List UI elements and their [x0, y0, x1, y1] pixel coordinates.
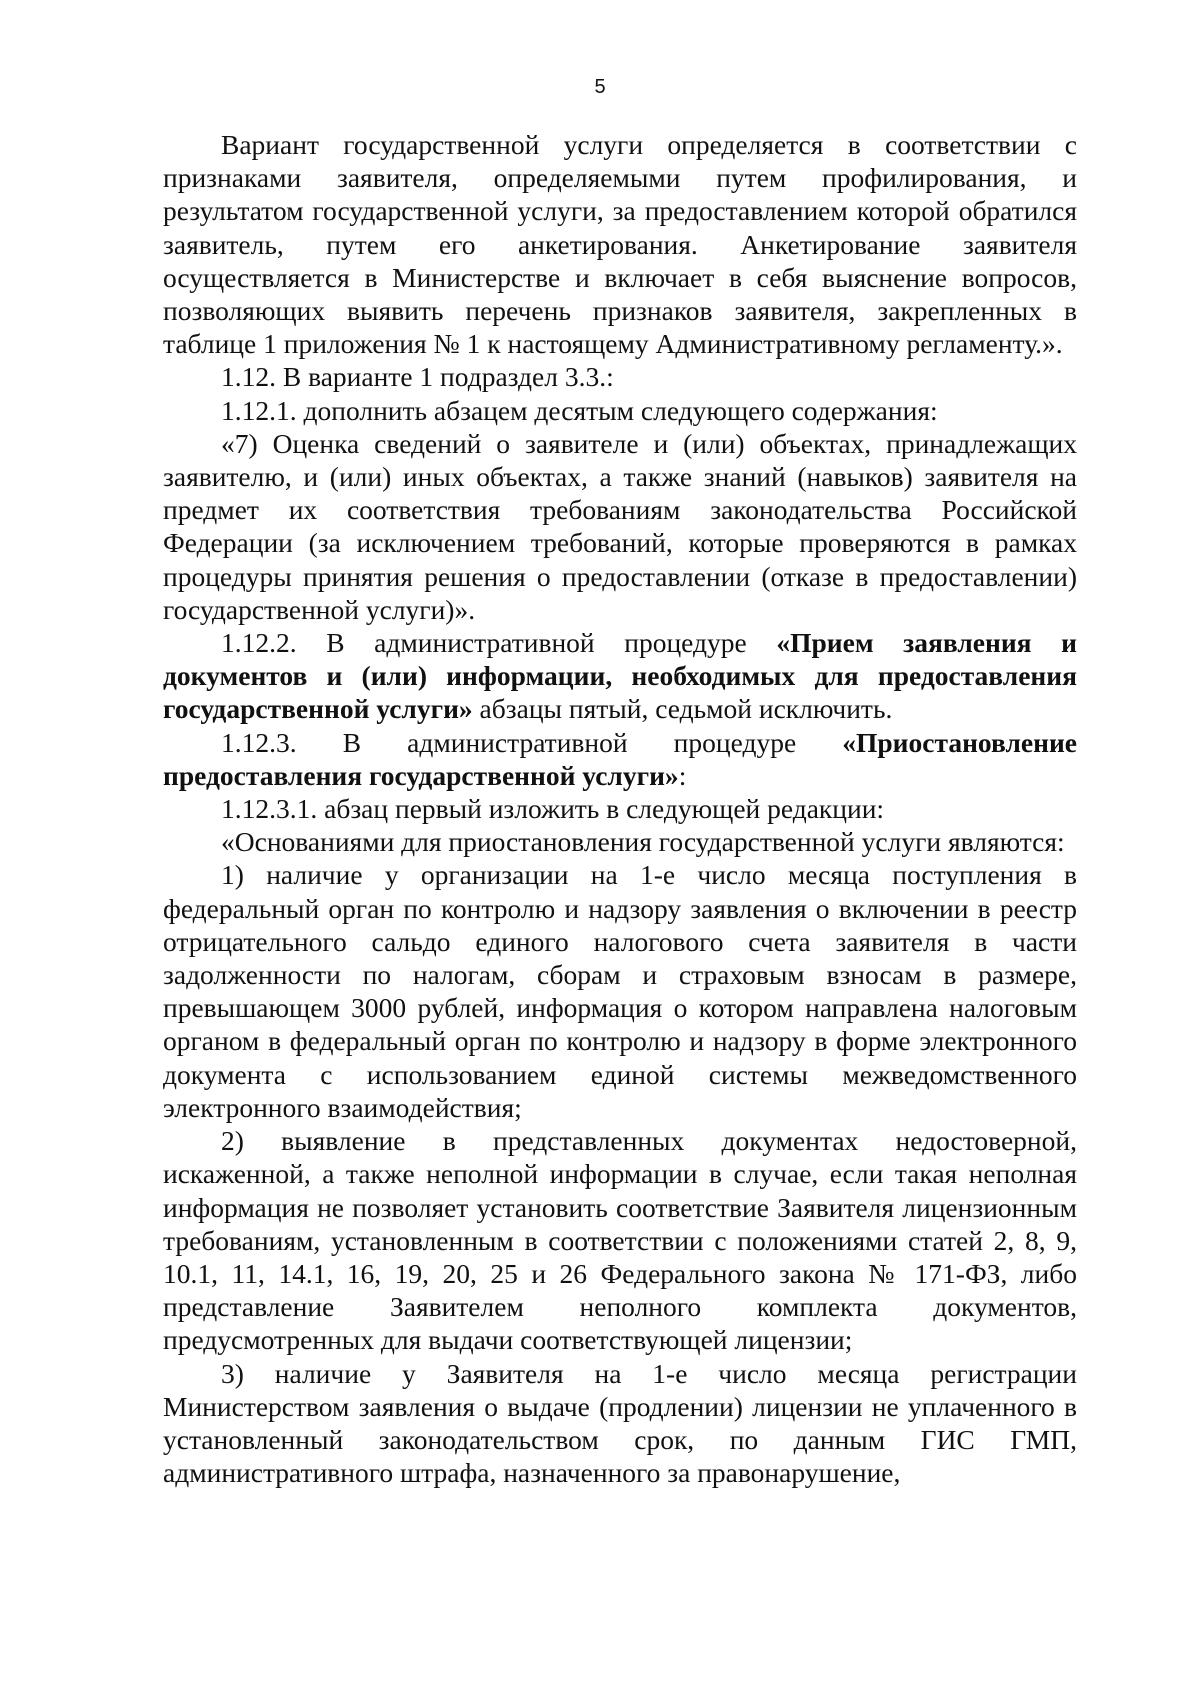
paragraph-item-7: «7) Оценка сведений о заявителе и (или) объектах, принадлежащих заявителю, и (или) иных объектах, а также знаний (навыков) заявителя на предмет их соответствия требованиям законодательства Российской Федерации (за исключением требований, которые проверяются в рамках процедуры принятия решения о предоставлении (отказе в предоставлении) государственной услуги)». [163, 427, 1077, 625]
paragraph-1-12-3-1: 1.12.3.1. абзац первый изложить в следующей редакции: [221, 793, 885, 825]
procedure-title-acceptance: «Прием заявления и документов и (или) информации, необходимых для предоставления государственной услуги» [163, 627, 1077, 725]
paragraph-item-2: 2) выявление в представленных документах недостоверной, искаженной, а также неполной информации в случае, если такая неполная информация не позволяет установить соответствие Заявителя лицензионным требованиям, установленным в соответствии с положениями статей 2, 8, 9, 10.1, 11, 14.1, 16, 19, 20, 25 и 26 Федерального закона № 171-ФЗ, либо представление Заявителем неполного комплекта документов, предусмотренных для выдачи соответствующей лицензии; [163, 1125, 1077, 1356]
paragraph-variant-definition: Вариант государственной услуги определяется в соответствии с признаками заявителя, определяемыми путем профилирования, и результатом государственной услуги, за предоставлением которой обратился заявитель, путем его анкетирования. Анкетирование заявителя осуществляется в Министерстве и включает в себя выяснение вопросов, позволяющих выявить перечень признаков заявителя, закрепленных в таблице 1 приложения № 1 к настоящему Административному регламенту.». [163, 129, 1077, 360]
paragraph-1-12-3-start: 1.12.3. В административной процедуре [221, 726, 843, 758]
paragraph-grounds: «Основаниями для приостановления государственной услуги являются: [221, 826, 1065, 858]
paragraph-1-12: 1.12. В варианте 1 подраздел 3.3.: [221, 361, 614, 393]
page-number: 5 [594, 76, 606, 98]
paragraph-1-12-2 [163, 626, 1077, 726]
paragraph-item-1: 1) наличие у организации на 1-е число месяца поступления в федеральный орган по контролю и надзору заявления о включении в реестр отрицательного сальдо единого налогового счета заявителя в части задолженности по налогам, сборам и страховым взносам в размере, превышающем 3000 рублей, информация о котором направлена налоговым органом в федеральный орган по контролю и надзору в форме электронного документа с использованием единой системы межведомственного электронного взаимодействия; [163, 859, 1077, 1123]
paragraph-1-12-2-end: абзацы пятый, седьмой исключить. [472, 693, 893, 725]
paragraph-1-12-1: 1.12.1. дополнить абзацем десятым следующего содержания: [221, 394, 938, 426]
paragraph-1-12-3-end: : [678, 759, 687, 791]
paragraph-1-12-2-start: 1.12.2. В административной процедуре [221, 627, 777, 659]
paragraph-item-3: 3) наличие у Заявителя на 1-е число месяца регистрации Министерством заявления о выдаче (продлении) лицензии не уплаченного в установленный законодательством срок, по данным ГИС ГМП, административного штрафа, назначенного за правонарушение, [163, 1357, 1077, 1489]
document-body [163, 128, 1077, 1489]
paragraph-1-12-3 [163, 726, 1077, 792]
procedure-title-suspension: «Приостановление предоставления государственной услуги» [163, 726, 1077, 791]
